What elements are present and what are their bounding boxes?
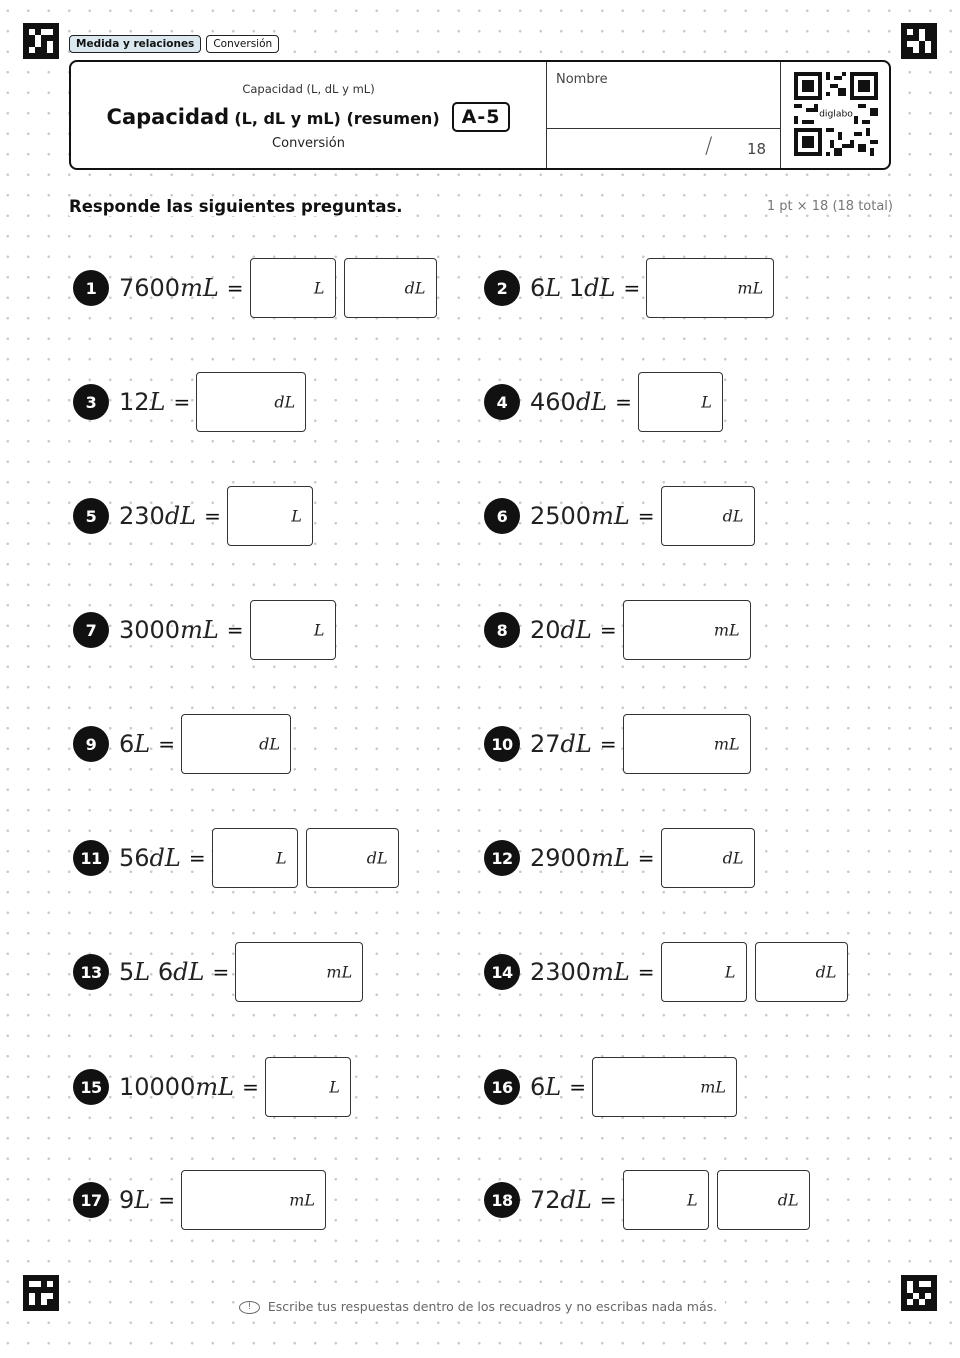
quantity-unit: mL bbox=[180, 274, 219, 302]
answer-box[interactable] bbox=[250, 258, 336, 318]
quantity-unit: mL bbox=[591, 502, 630, 530]
quantity-unit: L bbox=[134, 958, 151, 986]
quantity-value: 2500 bbox=[530, 502, 592, 530]
problem-number-badge: 7 bbox=[73, 612, 109, 648]
quantity-value: 12 bbox=[119, 388, 150, 416]
quantity-value: 56 bbox=[119, 844, 150, 872]
footer-note bbox=[0, 1299, 960, 1314]
qr-label: diglabo bbox=[819, 108, 853, 120]
problem-9 bbox=[73, 712, 299, 776]
quantity-unit: dL bbox=[560, 730, 592, 758]
answer-box[interactable] bbox=[212, 828, 298, 888]
quantity-value: 6 bbox=[530, 1073, 546, 1101]
problem-expression bbox=[530, 844, 630, 872]
worksheet-subtitle: Capacidad (L, dL y mL) bbox=[242, 82, 375, 96]
answer-unit-label: dL bbox=[722, 848, 744, 868]
answer-unit-label: mL bbox=[700, 1077, 726, 1097]
answer-box[interactable] bbox=[661, 942, 747, 1002]
problem-number-badge: 3 bbox=[73, 384, 109, 420]
answer-box[interactable] bbox=[661, 486, 755, 546]
equals-sign: = bbox=[242, 1075, 259, 1099]
problem-16 bbox=[484, 1055, 745, 1119]
quantity-value: 7600 bbox=[119, 274, 181, 302]
category-tag: Medida y relaciones bbox=[69, 35, 201, 53]
problem-15 bbox=[73, 1055, 359, 1119]
problem-12 bbox=[484, 826, 763, 890]
instructions: Responde las siguientes preguntas. bbox=[69, 197, 407, 216]
quantity-unit: mL bbox=[591, 844, 630, 872]
problem-number-badge: 5 bbox=[73, 498, 109, 534]
equals-sign: = bbox=[158, 1188, 175, 1212]
title-main: Capacidad bbox=[106, 105, 230, 129]
answer-box[interactable] bbox=[661, 828, 755, 888]
answer-box[interactable] bbox=[623, 1170, 709, 1230]
answer-box[interactable] bbox=[250, 600, 336, 660]
answer-unit-label: mL bbox=[289, 1190, 315, 1210]
answer-box[interactable] bbox=[196, 372, 306, 432]
answer-unit-label: dL bbox=[274, 392, 296, 412]
quantity-value: 5 bbox=[119, 958, 135, 986]
corner-marker-icon bbox=[23, 23, 59, 59]
answer-box[interactable] bbox=[638, 372, 723, 432]
quantity-value: 6 bbox=[150, 958, 174, 986]
answer-unit-label: mL bbox=[713, 620, 740, 640]
quantity-unit: L bbox=[134, 1186, 151, 1214]
problem-expression bbox=[530, 730, 592, 758]
answer-box[interactable] bbox=[227, 486, 313, 546]
problem-expression bbox=[530, 274, 615, 302]
problem-expression bbox=[530, 1186, 592, 1214]
answer-unit-label: L bbox=[687, 1190, 698, 1210]
quantity-unit: L bbox=[149, 388, 166, 416]
quantity-unit: L bbox=[545, 1073, 562, 1101]
quantity-value: 6 bbox=[119, 730, 135, 758]
score-total: 18 bbox=[747, 140, 767, 158]
answer-box[interactable] bbox=[265, 1057, 351, 1117]
answer-box[interactable] bbox=[181, 714, 291, 774]
problem-expression bbox=[119, 958, 204, 986]
problem-5 bbox=[73, 484, 321, 548]
answer-unit-label: L bbox=[291, 506, 302, 526]
problem-number-badge: 6 bbox=[484, 498, 520, 534]
problem-expression bbox=[119, 502, 196, 530]
quantity-unit: L bbox=[134, 730, 151, 758]
topic-tag: Conversión bbox=[206, 35, 279, 53]
problem-2 bbox=[484, 256, 782, 320]
equals-sign: = bbox=[569, 1075, 586, 1099]
worksheet-title bbox=[71, 102, 546, 132]
equals-sign: = bbox=[188, 846, 206, 870]
quantity-unit: dL bbox=[575, 388, 608, 416]
problem-13 bbox=[73, 940, 371, 1004]
equals-sign: = bbox=[615, 390, 632, 414]
answer-unit-label: dL bbox=[722, 506, 744, 526]
answer-box[interactable] bbox=[235, 942, 363, 1002]
problem-expression bbox=[119, 616, 219, 644]
quantity-value: 230 bbox=[119, 502, 165, 530]
quantity-unit: dL bbox=[584, 274, 616, 302]
problem-expression bbox=[530, 502, 630, 530]
answer-box[interactable] bbox=[623, 714, 751, 774]
equals-sign: = bbox=[637, 504, 655, 528]
problem-expression bbox=[119, 388, 165, 416]
quantity-value: 27 bbox=[530, 730, 561, 758]
name-field[interactable] bbox=[547, 62, 781, 129]
answer-unit-label: mL bbox=[737, 278, 764, 298]
answer-unit-label: L bbox=[276, 848, 287, 868]
problem-expression bbox=[530, 616, 592, 644]
problem-6 bbox=[484, 484, 763, 548]
problem-18 bbox=[484, 1168, 818, 1232]
footer-text: Escribe tus respuestas dentro de los recuadros y no escribas nada más. bbox=[264, 1299, 721, 1314]
quantity-value: 3000 bbox=[119, 616, 181, 644]
qr-code-icon bbox=[794, 72, 878, 156]
answer-unit-label: L bbox=[329, 1077, 340, 1097]
answer-box[interactable] bbox=[717, 1170, 810, 1230]
problem-number-badge: 14 bbox=[484, 954, 520, 990]
problem-number-badge: 2 bbox=[484, 270, 520, 306]
quantity-value: 6 bbox=[530, 274, 546, 302]
quantity-unit: dL bbox=[164, 502, 197, 530]
corner-marker-icon bbox=[901, 23, 937, 59]
student-info bbox=[546, 62, 781, 168]
info-icon: ! bbox=[239, 1301, 260, 1314]
title-detail: (L, dL y mL) (resumen) bbox=[234, 109, 440, 128]
problem-expression bbox=[119, 1186, 150, 1214]
problem-14 bbox=[484, 940, 856, 1004]
problem-number-badge: 17 bbox=[73, 1182, 109, 1218]
equals-sign: = bbox=[212, 960, 230, 984]
problem-17 bbox=[73, 1168, 334, 1232]
problem-4 bbox=[484, 370, 731, 434]
problem-number-badge: 13 bbox=[73, 954, 109, 990]
problem-expression bbox=[530, 1073, 561, 1101]
quantity-unit: dL bbox=[173, 958, 205, 986]
qr-area bbox=[780, 62, 890, 168]
worksheet-topic: Conversión bbox=[272, 136, 345, 151]
answer-box[interactable] bbox=[344, 258, 437, 318]
quantity-unit: dL bbox=[149, 844, 181, 872]
problem-expression bbox=[119, 274, 219, 302]
points-info: 1 pt × 18 (18 total) bbox=[766, 199, 893, 214]
quantity-value: 9 bbox=[119, 1186, 135, 1214]
worksheet-header bbox=[69, 60, 891, 170]
title-area bbox=[71, 62, 546, 168]
quantity-value: 10000 bbox=[119, 1073, 196, 1101]
problem-8 bbox=[484, 598, 759, 662]
quantity-unit: dL bbox=[560, 1186, 592, 1214]
answer-unit-label: dL bbox=[815, 962, 837, 982]
answer-unit-label: dL bbox=[259, 734, 280, 754]
score-slash: / bbox=[705, 134, 713, 159]
problem-number-badge: 8 bbox=[484, 612, 520, 648]
equals-sign: = bbox=[226, 276, 244, 300]
equals-sign: = bbox=[637, 846, 655, 870]
problem-expression bbox=[119, 730, 150, 758]
equals-sign: = bbox=[158, 732, 175, 756]
quantity-value: 460 bbox=[530, 388, 576, 416]
category-tags bbox=[69, 35, 279, 53]
problem-number-badge: 1 bbox=[73, 270, 109, 306]
answer-unit-label: mL bbox=[326, 962, 353, 982]
problem-number-badge: 18 bbox=[484, 1182, 520, 1218]
equals-sign: = bbox=[599, 1188, 617, 1212]
answer-unit-label: L bbox=[313, 278, 325, 298]
problem-expression bbox=[119, 1073, 234, 1101]
quantity-value: 2300 bbox=[530, 958, 592, 986]
worksheet-code-badge: A-5 bbox=[452, 102, 511, 132]
answer-box[interactable] bbox=[646, 258, 774, 318]
problem-1 bbox=[73, 256, 445, 320]
answer-box[interactable] bbox=[181, 1170, 326, 1230]
quantity-unit: mL bbox=[591, 958, 630, 986]
problem-10 bbox=[484, 712, 759, 776]
answer-unit-label: dL bbox=[777, 1190, 799, 1210]
quantity-value: 72 bbox=[530, 1186, 561, 1214]
equals-sign: = bbox=[599, 732, 617, 756]
problem-expression bbox=[530, 388, 607, 416]
problem-7 bbox=[73, 598, 344, 662]
quantity-value: 2900 bbox=[530, 844, 592, 872]
quantity-unit: mL bbox=[195, 1073, 235, 1101]
problem-number-badge: 16 bbox=[484, 1069, 520, 1105]
quantity-unit: L bbox=[545, 274, 562, 302]
answer-unit-label: L bbox=[313, 620, 325, 640]
problem-number-badge: 9 bbox=[73, 726, 109, 762]
problem-number-badge: 12 bbox=[484, 840, 520, 876]
equals-sign: = bbox=[599, 618, 617, 642]
equals-sign: = bbox=[226, 618, 244, 642]
equals-sign: = bbox=[173, 390, 191, 414]
problem-number-badge: 10 bbox=[484, 726, 520, 762]
equals-sign: = bbox=[204, 504, 221, 528]
answer-unit-label: dL bbox=[366, 848, 388, 868]
problem-3 bbox=[73, 370, 314, 434]
problem-number-badge: 15 bbox=[73, 1069, 109, 1105]
answer-unit-label: L bbox=[724, 962, 736, 982]
problem-expression bbox=[119, 844, 181, 872]
problem-expression bbox=[530, 958, 630, 986]
equals-sign: = bbox=[637, 960, 655, 984]
problem-number-badge: 4 bbox=[484, 384, 520, 420]
quantity-unit: mL bbox=[180, 616, 219, 644]
answer-unit-label: L bbox=[701, 392, 712, 412]
quantity-value: 20 bbox=[530, 616, 561, 644]
name-label: Nombre bbox=[556, 72, 608, 87]
answer-box[interactable] bbox=[623, 600, 751, 660]
answer-box[interactable] bbox=[592, 1057, 737, 1117]
quantity-value: 1 bbox=[561, 274, 585, 302]
quantity-unit: dL bbox=[560, 616, 592, 644]
problem-number-badge: 11 bbox=[73, 840, 109, 876]
answer-unit-label: dL bbox=[404, 278, 426, 298]
problem-11 bbox=[73, 826, 407, 890]
answer-box[interactable] bbox=[306, 828, 399, 888]
answer-box[interactable] bbox=[755, 942, 848, 1002]
equals-sign: = bbox=[623, 276, 641, 300]
score-field bbox=[547, 129, 781, 168]
answer-unit-label: mL bbox=[713, 734, 740, 754]
